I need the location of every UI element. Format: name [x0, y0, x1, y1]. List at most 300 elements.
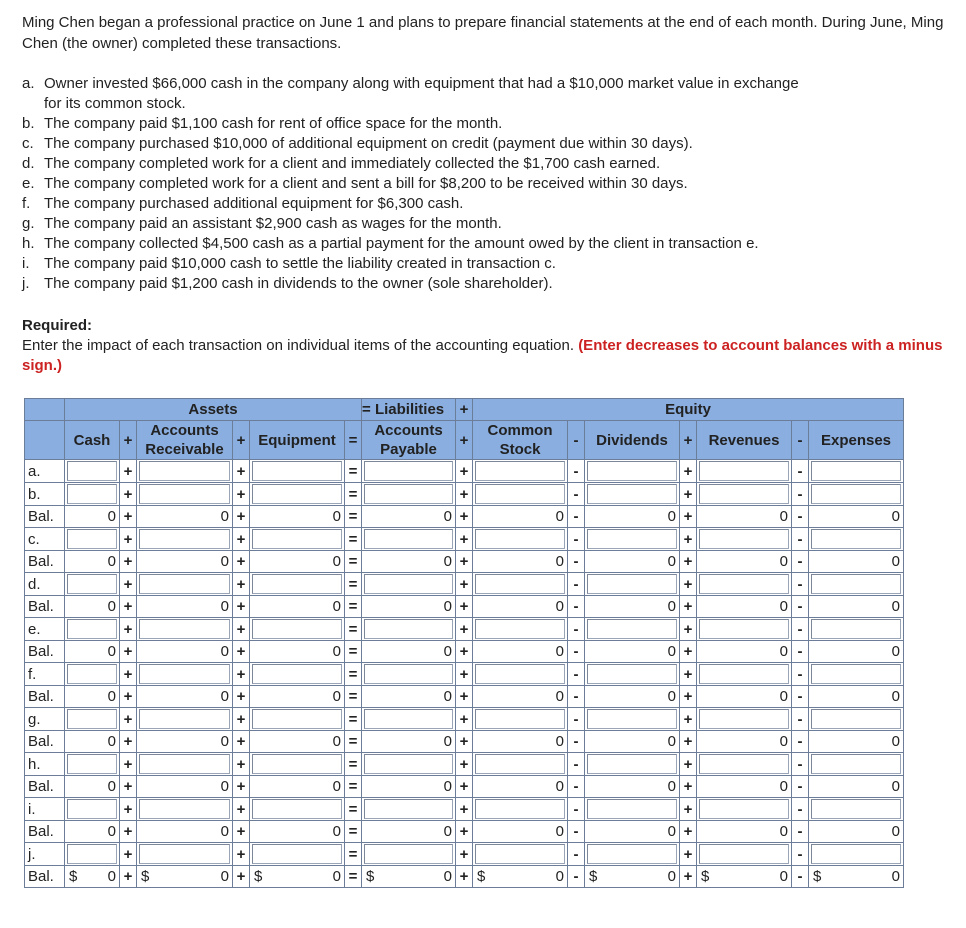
balance-value: 0	[891, 598, 900, 615]
equipment-input-cell[interactable]	[250, 573, 345, 596]
ap-input-cell[interactable]	[362, 483, 456, 506]
ap-balance	[362, 776, 456, 798]
cash-header: Cash	[65, 421, 120, 460]
cash-input[interactable]	[67, 709, 117, 729]
ap-input[interactable]	[364, 709, 453, 729]
ap-input[interactable]	[364, 461, 453, 481]
common-stock-input[interactable]	[475, 664, 565, 684]
cash-input-cell[interactable]	[65, 708, 120, 731]
ar-input-cell[interactable]	[137, 460, 233, 483]
dividends-input[interactable]	[587, 709, 677, 729]
common-stock-header: Common Stock	[473, 421, 568, 460]
balance-value: 0	[891, 643, 900, 660]
operator-plus: +	[120, 708, 137, 731]
ar-input-cell[interactable]	[137, 708, 233, 731]
equipment-input[interactable]	[252, 664, 342, 684]
ar-balance	[137, 821, 233, 843]
operator-plus: +	[120, 821, 137, 843]
revenues-input[interactable]	[699, 754, 789, 774]
operator-minus: -	[568, 483, 585, 506]
operator-minus: -	[568, 641, 585, 663]
dividends-input-cell[interactable]	[585, 708, 680, 731]
revenues-input-cell[interactable]	[697, 573, 792, 596]
revenues-input-cell[interactable]	[697, 753, 792, 776]
ar-header: Accounts Receivable	[137, 421, 233, 460]
dividends-header: Dividends	[585, 421, 680, 460]
revenues-input-cell[interactable]	[697, 798, 792, 821]
revenues-input-cell[interactable]	[697, 843, 792, 866]
operator-plus: +	[456, 866, 473, 888]
cash-input[interactable]	[67, 529, 117, 549]
transaction-text-line: The company completed work for a client and sent a bill for $8,200 to be received within 30 days.	[44, 175, 688, 192]
dividends-input-cell[interactable]	[585, 460, 680, 483]
expenses-input-cell[interactable]	[809, 843, 904, 866]
operator-plus: +	[233, 686, 250, 708]
cash-balance	[65, 551, 120, 573]
operator-equals: =	[345, 663, 362, 686]
common-stock-input[interactable]	[475, 461, 565, 481]
cash-input-cell[interactable]	[65, 798, 120, 821]
ap-input[interactable]	[364, 529, 453, 549]
ar-input[interactable]	[139, 484, 230, 504]
balance-value: 0	[332, 598, 341, 615]
ap-input-cell[interactable]	[362, 663, 456, 686]
table-row	[25, 776, 904, 798]
equipment-input[interactable]	[252, 574, 342, 594]
revenues-input[interactable]	[699, 844, 789, 864]
transaction-text	[44, 154, 660, 174]
expenses-input-cell[interactable]	[809, 798, 904, 821]
ap-balance	[362, 821, 456, 843]
operator-plus: +	[680, 528, 697, 551]
common-stock-input-cell[interactable]	[473, 753, 568, 776]
dividends-balance	[585, 731, 680, 753]
common-stock-input-cell[interactable]	[473, 528, 568, 551]
dividends-balance	[585, 506, 680, 528]
transaction-item-continued	[22, 94, 962, 114]
row-label: b.	[25, 483, 65, 506]
equipment-input-cell[interactable]	[250, 753, 345, 776]
revenues-input-cell[interactable]	[697, 528, 792, 551]
balance-value: 0	[667, 778, 676, 795]
dividends-input[interactable]	[587, 844, 677, 864]
transaction-item	[22, 174, 962, 194]
equipment-input[interactable]	[252, 709, 342, 729]
equipment-input-cell[interactable]	[250, 708, 345, 731]
table-row	[25, 866, 904, 888]
revenues-balance	[697, 641, 792, 663]
balance-value: 0	[779, 688, 788, 705]
ap-input[interactable]	[364, 484, 453, 504]
equipment-input[interactable]	[252, 799, 342, 819]
operator-plus: +	[120, 641, 137, 663]
expenses-input[interactable]	[811, 484, 901, 504]
dividends-input[interactable]	[587, 574, 677, 594]
cash-input[interactable]	[67, 754, 117, 774]
balance-value: 0	[667, 688, 676, 705]
equipment-balance	[250, 866, 345, 888]
dividends-input[interactable]	[587, 799, 677, 819]
dividends-input[interactable]	[587, 484, 677, 504]
expenses-input-cell[interactable]	[809, 663, 904, 686]
balance-value: 0	[891, 688, 900, 705]
cash-balance	[65, 731, 120, 753]
revenues-input-cell[interactable]	[697, 483, 792, 506]
cash-input-cell[interactable]	[65, 618, 120, 641]
equipment-input[interactable]	[252, 529, 342, 549]
balance-value: 0	[107, 508, 116, 525]
ap-input-cell[interactable]	[362, 753, 456, 776]
operator-minus: -	[568, 866, 585, 888]
transaction-item	[22, 234, 962, 254]
revenues-input[interactable]	[699, 709, 789, 729]
common-stock-input-cell[interactable]	[473, 483, 568, 506]
dividends-input-cell[interactable]	[585, 753, 680, 776]
common-stock-input[interactable]	[475, 844, 565, 864]
operator-plus: +	[680, 641, 697, 663]
cash-input-cell[interactable]	[65, 460, 120, 483]
operator-plus: +	[680, 663, 697, 686]
operator-plus: +	[456, 753, 473, 776]
balance-value: 0	[555, 733, 564, 750]
ar-input-cell[interactable]	[137, 483, 233, 506]
common-stock-input-cell[interactable]	[473, 573, 568, 596]
common-stock-input[interactable]	[475, 709, 565, 729]
balance-value: 0	[667, 823, 676, 840]
common-stock-input-cell[interactable]	[473, 618, 568, 641]
op-header: +	[233, 421, 250, 460]
balance-value: 0	[891, 868, 900, 885]
expenses-input-cell[interactable]	[809, 573, 904, 596]
op-header: -	[568, 421, 585, 460]
common-stock-input-cell[interactable]	[473, 843, 568, 866]
ap-input-cell[interactable]	[362, 460, 456, 483]
cash-input[interactable]	[67, 619, 117, 639]
operator-minus: -	[792, 663, 809, 686]
dividends-input-cell[interactable]	[585, 573, 680, 596]
equipment-input-cell[interactable]	[250, 663, 345, 686]
cash-input-cell[interactable]	[65, 663, 120, 686]
balance-value: 0	[667, 553, 676, 570]
operator-equals: =	[345, 731, 362, 753]
operator-plus: +	[456, 708, 473, 731]
equipment-input[interactable]	[252, 619, 342, 639]
revenues-input-cell[interactable]	[697, 663, 792, 686]
ap-input-cell[interactable]	[362, 528, 456, 551]
common-stock-input-cell[interactable]	[473, 663, 568, 686]
transaction-letter: d.	[22, 155, 35, 172]
operator-plus: +	[120, 798, 137, 821]
cash-input[interactable]	[67, 799, 117, 819]
transaction-item	[22, 114, 962, 134]
operator-minus: -	[792, 686, 809, 708]
operator-plus: +	[120, 596, 137, 618]
operator-plus: +	[120, 686, 137, 708]
cash-input-cell[interactable]	[65, 753, 120, 776]
ap-input-cell[interactable]	[362, 843, 456, 866]
ar-input[interactable]	[139, 754, 230, 774]
table-row	[25, 483, 904, 506]
operator-plus: +	[233, 663, 250, 686]
cash-input-cell[interactable]	[65, 843, 120, 866]
operator-equals: =	[345, 618, 362, 641]
expenses-input[interactable]	[811, 529, 901, 549]
revenues-input[interactable]	[699, 484, 789, 504]
expenses-input-cell[interactable]	[809, 483, 904, 506]
expenses-input[interactable]	[811, 844, 901, 864]
table-row	[25, 551, 904, 573]
balance-value: 0	[667, 868, 676, 885]
expenses-input[interactable]	[811, 619, 901, 639]
expenses-input-cell[interactable]	[809, 708, 904, 731]
transaction-letter: i.	[22, 255, 30, 272]
balance-value: 0	[779, 553, 788, 570]
ar-input-cell[interactable]	[137, 618, 233, 641]
table-row	[25, 596, 904, 618]
transaction-text	[44, 214, 502, 234]
expenses-input[interactable]	[811, 574, 901, 594]
ar-input[interactable]	[139, 799, 230, 819]
revenues-input-cell[interactable]	[697, 708, 792, 731]
equipment-input[interactable]	[252, 844, 342, 864]
dividends-balance	[585, 596, 680, 618]
currency-symbol: $	[589, 868, 598, 885]
operator-equals: =	[345, 573, 362, 596]
operator-plus: +	[456, 506, 473, 528]
ap-input-cell[interactable]	[362, 798, 456, 821]
row-label: Bal.	[25, 731, 65, 753]
ar-input[interactable]	[139, 844, 230, 864]
cash-input-cell[interactable]	[65, 483, 120, 506]
revenues-input-cell[interactable]	[697, 460, 792, 483]
currency-symbol: $	[813, 868, 822, 885]
equipment-input-cell[interactable]	[250, 798, 345, 821]
balance-value: 0	[667, 733, 676, 750]
operator-minus: -	[792, 483, 809, 506]
dividends-input-cell[interactable]	[585, 528, 680, 551]
operator-equals: =	[345, 843, 362, 866]
ar-input[interactable]	[139, 461, 230, 481]
equipment-input[interactable]	[252, 754, 342, 774]
common-stock-input[interactable]	[475, 484, 565, 504]
balance-value: 0	[220, 778, 229, 795]
ap-input[interactable]	[364, 799, 453, 819]
equipment-input[interactable]	[252, 484, 342, 504]
table-row	[25, 663, 904, 686]
expenses-input-cell[interactable]	[809, 753, 904, 776]
balance-value: 0	[443, 643, 452, 660]
dividends-input[interactable]	[587, 754, 677, 774]
common-stock-input[interactable]	[475, 619, 565, 639]
operator-plus: +	[456, 483, 473, 506]
dividends-input[interactable]	[587, 619, 677, 639]
operator-plus: +	[120, 528, 137, 551]
equipment-input-cell[interactable]	[250, 483, 345, 506]
row-label: h.	[25, 753, 65, 776]
equipment-input-cell[interactable]	[250, 460, 345, 483]
revenues-input[interactable]	[699, 574, 789, 594]
ap-input[interactable]	[364, 844, 453, 864]
balance-value: 0	[555, 508, 564, 525]
liabilities-header	[362, 399, 456, 421]
revenues-input[interactable]	[699, 461, 789, 481]
dividends-input[interactable]	[587, 664, 677, 684]
expenses-input[interactable]	[811, 664, 901, 684]
dividends-input-cell[interactable]	[585, 843, 680, 866]
ap-balance	[362, 596, 456, 618]
cash-input[interactable]	[67, 574, 117, 594]
ar-input[interactable]	[139, 619, 230, 639]
revenues-input[interactable]	[699, 664, 789, 684]
common-stock-input-cell[interactable]	[473, 798, 568, 821]
equals-sign: =	[362, 401, 371, 418]
dividends-input-cell[interactable]	[585, 663, 680, 686]
expenses-header: Expenses	[809, 421, 904, 460]
revenues-balance	[697, 551, 792, 573]
operator-plus: +	[456, 798, 473, 821]
dividends-input[interactable]	[587, 529, 677, 549]
cash-balance	[65, 686, 120, 708]
operator-minus: -	[792, 866, 809, 888]
common-stock-input[interactable]	[475, 799, 565, 819]
balance-value: 0	[443, 733, 452, 750]
ar-input[interactable]	[139, 709, 230, 729]
operator-equals: =	[345, 708, 362, 731]
cash-input[interactable]	[67, 664, 117, 684]
expenses-input[interactable]	[811, 709, 901, 729]
cash-input[interactable]	[67, 461, 117, 481]
ap-input-cell[interactable]	[362, 618, 456, 641]
balance-value: 0	[332, 508, 341, 525]
row-label: f.	[25, 663, 65, 686]
operator-plus: +	[120, 731, 137, 753]
dividends-balance	[585, 866, 680, 888]
operator-minus: -	[792, 596, 809, 618]
ar-input[interactable]	[139, 664, 230, 684]
ap-balance	[362, 641, 456, 663]
expenses-balance	[809, 551, 904, 573]
expenses-input-cell[interactable]	[809, 460, 904, 483]
revenues-input[interactable]	[699, 799, 789, 819]
currency-symbol: $	[254, 868, 263, 885]
ar-input-cell[interactable]	[137, 753, 233, 776]
ar-input-cell[interactable]	[137, 798, 233, 821]
operator-plus: +	[233, 708, 250, 731]
equipment-input-cell[interactable]	[250, 528, 345, 551]
expenses-balance	[809, 686, 904, 708]
ar-input-cell[interactable]	[137, 663, 233, 686]
dividends-input-cell[interactable]	[585, 483, 680, 506]
common-stock-input-cell[interactable]	[473, 708, 568, 731]
ar-input[interactable]	[139, 574, 230, 594]
required-emphasis: (Enter decreases to account balances with a minus sign.)	[22, 337, 943, 374]
ar-input-cell[interactable]	[137, 528, 233, 551]
common-stock-balance	[473, 551, 568, 573]
ap-input[interactable]	[364, 619, 453, 639]
dividends-input-cell[interactable]	[585, 618, 680, 641]
ap-input[interactable]	[364, 664, 453, 684]
revenues-input[interactable]	[699, 529, 789, 549]
operator-minus: -	[792, 551, 809, 573]
operator-minus: -	[568, 596, 585, 618]
transaction-text	[44, 254, 556, 274]
operator-plus: +	[233, 618, 250, 641]
balance-value: 0	[667, 643, 676, 660]
ap-input-cell[interactable]	[362, 708, 456, 731]
table-row	[25, 821, 904, 843]
operator-plus: +	[680, 708, 697, 731]
balance-value: 0	[443, 688, 452, 705]
row-label: i.	[25, 798, 65, 821]
revenues-balance	[697, 821, 792, 843]
ap-balance	[362, 686, 456, 708]
common-stock-input[interactable]	[475, 574, 565, 594]
equipment-balance	[250, 821, 345, 843]
table-row	[25, 460, 904, 483]
operator-minus: -	[568, 708, 585, 731]
op-header: -	[792, 421, 809, 460]
expenses-input[interactable]	[811, 799, 901, 819]
plus-sign: +	[456, 399, 473, 421]
transaction-item	[22, 254, 962, 274]
row-label: Bal.	[25, 866, 65, 888]
operator-minus: -	[792, 843, 809, 866]
ar-input-cell[interactable]	[137, 843, 233, 866]
dividends-input-cell[interactable]	[585, 798, 680, 821]
expenses-input-cell[interactable]	[809, 528, 904, 551]
table-row	[25, 731, 904, 753]
cash-input-cell[interactable]	[65, 573, 120, 596]
operator-minus: -	[568, 821, 585, 843]
common-stock-input[interactable]	[475, 529, 565, 549]
revenues-input-cell[interactable]	[697, 618, 792, 641]
common-stock-input-cell[interactable]	[473, 460, 568, 483]
expenses-input[interactable]	[811, 754, 901, 774]
transaction-text	[44, 74, 799, 94]
cash-input-cell[interactable]	[65, 528, 120, 551]
common-stock-input[interactable]	[475, 754, 565, 774]
ap-balance	[362, 731, 456, 753]
cash-input[interactable]	[67, 844, 117, 864]
ap-input[interactable]	[364, 574, 453, 594]
row-label: d.	[25, 573, 65, 596]
ap-input[interactable]	[364, 754, 453, 774]
operator-equals: =	[345, 506, 362, 528]
equipment-input-cell[interactable]	[250, 618, 345, 641]
expenses-input-cell[interactable]	[809, 618, 904, 641]
ar-input[interactable]	[139, 529, 230, 549]
transaction-letter: b.	[22, 115, 35, 132]
equipment-balance	[250, 641, 345, 663]
ap-input-cell[interactable]	[362, 573, 456, 596]
operator-minus: -	[792, 528, 809, 551]
equipment-input[interactable]	[252, 461, 342, 481]
accounting-equation-table	[24, 398, 904, 888]
revenues-input[interactable]	[699, 619, 789, 639]
equipment-input-cell[interactable]	[250, 843, 345, 866]
balance-value: 0	[107, 823, 116, 840]
required-instruction: Enter the impact of each transaction on individual items of the accounting equation.	[22, 337, 575, 354]
expenses-input[interactable]	[811, 461, 901, 481]
operator-plus: +	[233, 776, 250, 798]
expenses-balance	[809, 506, 904, 528]
expenses-balance	[809, 641, 904, 663]
transaction-letter: a.	[22, 75, 35, 92]
ar-input-cell[interactable]	[137, 573, 233, 596]
cash-input[interactable]	[67, 484, 117, 504]
dividends-input[interactable]	[587, 461, 677, 481]
row-label: a.	[25, 460, 65, 483]
